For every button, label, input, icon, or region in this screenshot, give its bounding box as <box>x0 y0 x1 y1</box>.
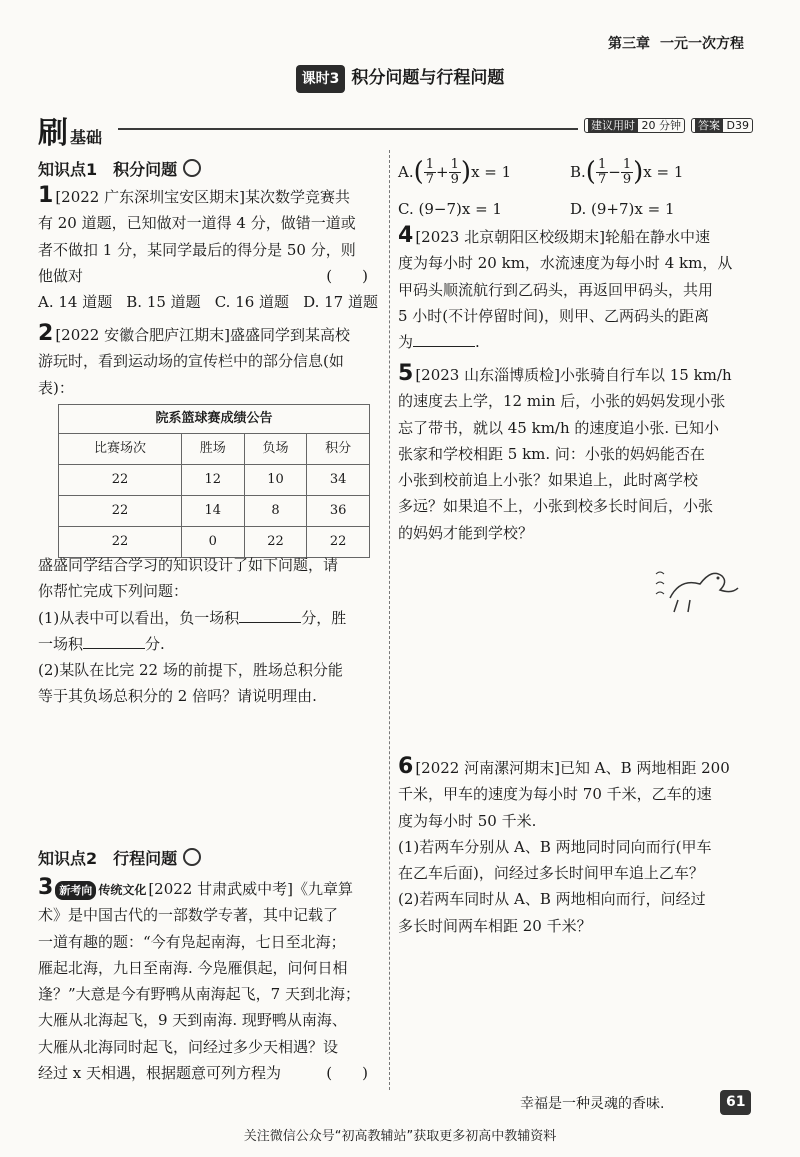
q2-line: 你帮忙完成下列问题： <box>38 582 189 601</box>
q1-number: 1 <box>38 183 54 208</box>
q6-line: 已知 A、B 两地相距 200 <box>559 759 730 777</box>
question-2-tasks <box>38 552 378 710</box>
q3-line: 一道有趣的题：“今有凫起南海，七日至北海； <box>38 932 346 951</box>
table-cell: 22 <box>244 527 307 558</box>
option-b: B.( $\frac{1}{7}$ − $\frac{1}{9}$ )x = 1 <box>570 156 684 188</box>
frac-denominator: 9 <box>450 172 459 188</box>
q2-line: 游玩时，看到运动场的宣传栏中的部分信息(如 <box>38 352 344 371</box>
frac-numerator: 1 <box>425 156 435 172</box>
table-row <box>59 465 370 496</box>
option-label: A. <box>398 162 414 181</box>
question-5 <box>398 362 768 546</box>
lesson-badge: 课时3 <box>296 65 346 94</box>
q3-number: 3 <box>38 875 54 900</box>
lesson-title: 积分问题与行程问题 <box>351 68 505 88</box>
q2-sub2: (2)某队在比完 22 场的前提下，胜场总积分能 <box>38 661 343 679</box>
q3-line: 大雁从北海起飞，9 天到南海. 现野鸭从南海、 <box>38 1011 347 1030</box>
table-header: 比赛场次 <box>59 434 182 465</box>
answer-paren: ( ) <box>326 266 368 285</box>
question-4 <box>398 224 768 355</box>
table-cell: 8 <box>244 496 307 527</box>
q3-line: 术》是中国古代的一部数学专著，其中记载了 <box>38 906 339 925</box>
operator: + <box>436 162 449 181</box>
q5-line: 小张到校前追上小张？如果追上，此时离学校 <box>398 471 699 489</box>
section-rule <box>118 128 578 130</box>
q4-line: 轮船在静水中速 <box>604 228 710 246</box>
chapter-title: 一元一次方程 <box>660 36 744 52</box>
column-divider <box>389 150 390 1090</box>
answer-paren: ( ) <box>326 1063 368 1082</box>
q3-line: 《九章算 <box>292 880 353 898</box>
q2-sub1: 分，胜 <box>301 608 347 627</box>
option-label: B. <box>570 162 586 181</box>
table-header: 负场 <box>244 434 307 465</box>
q2-sub1: 一场积 <box>38 634 84 653</box>
chapter-header <box>598 32 744 57</box>
q4-end: . <box>475 333 480 351</box>
q2-line: 盛盛同学到某高校 <box>229 326 350 344</box>
table-cell: 0 <box>181 527 244 558</box>
q6-number: 6 <box>398 754 414 779</box>
section-heading <box>38 108 102 161</box>
table-cell: 22 <box>59 465 182 496</box>
timing-info <box>584 116 759 135</box>
table-cell: 12 <box>181 465 244 496</box>
q3-options-row-1 <box>398 150 768 196</box>
table-row <box>59 496 370 527</box>
question-1 <box>38 184 378 315</box>
q5-number: 5 <box>398 361 414 386</box>
table-header-row <box>59 434 370 465</box>
q2-sub2: 等于其负场总积分的 2 倍吗？请说明理由. <box>38 687 317 706</box>
q6-line: 千米，甲车的速度为每小时 70 千米，乙车的速 <box>398 785 712 804</box>
table-cell: 22 <box>59 496 182 527</box>
q5-source: [2023 山东淄博质检] <box>415 366 560 384</box>
q1-source: [2022 广东深圳宝安区期末] <box>55 188 245 206</box>
page-number: 61 <box>720 1090 751 1115</box>
q3-source: [2022 甘肃武威中考] <box>148 880 293 898</box>
option-a: A.( $\frac{1}{7}$ + $\frac{1}{9}$ )x = 1 <box>398 156 512 188</box>
option-c: C. 16 道题 <box>214 293 290 311</box>
q5-line: 张家和学校相距 5 km. 问：小张的妈妈能否在 <box>398 444 705 463</box>
section-label: 基础 <box>70 128 103 147</box>
table-cell: 22 <box>307 527 370 558</box>
option-d: D. 17 道题 <box>303 293 378 311</box>
table-cell: 14 <box>181 496 244 527</box>
frac-denominator: 7 <box>597 172 607 188</box>
q4-line: 度为每小时 20 km，水流速度为每小时 4 km，从 <box>398 254 733 273</box>
section-icon-text: 刷 <box>38 116 68 151</box>
q2-line: 盛盛同学结合学习的知识设计了如下问题，请 <box>38 556 339 574</box>
q5-line: 小张骑自行车以 15 km/h <box>559 366 732 384</box>
option-b: B. 15 道题 <box>126 293 201 311</box>
footer-motto: 幸福是一种灵魂的香味. <box>520 1096 665 1112</box>
q1-options <box>38 289 378 315</box>
lesson-title-bar <box>0 64 800 94</box>
option-tail: x = 1 <box>643 162 684 181</box>
chapter-number: 第三章 <box>608 36 650 52</box>
answer-blank[interactable] <box>83 648 145 649</box>
q4-line: 为 <box>398 333 414 351</box>
kp1-label: 知识点1 积分问题 <box>38 160 178 179</box>
score-table <box>58 404 370 558</box>
kp2-label: 知识点2 行程问题 <box>38 849 178 868</box>
q6-source: [2022 河南漯河期末] <box>415 759 560 777</box>
answer-blank[interactable] <box>239 622 301 623</box>
table-caption: 院系篮球赛成绩公告 <box>58 404 370 433</box>
q6-line: 在乙车后面)，问经过多长时间甲车追上乙车？ <box>398 864 704 882</box>
check-icon <box>183 159 201 177</box>
q5-line: 的妈妈才能到学校？ <box>398 523 534 542</box>
q6-line: (1)若两车分别从 A、B 两地同时同向而行(甲车 <box>398 837 712 856</box>
q3-options-row-2 <box>398 196 768 222</box>
suggested-time: 建议用时 20 分钟 <box>584 118 685 133</box>
q1-line: 他做对 <box>38 266 84 285</box>
frac-denominator: 9 <box>622 172 632 188</box>
operator: − <box>608 162 621 181</box>
q5-line: 的速度去上学，12 min 后，小张的妈妈发现小张 <box>398 392 726 411</box>
frac-numerator: 1 <box>450 156 459 172</box>
knowledge-point-2 <box>38 845 201 873</box>
q4-source: [2023 北京朝阳区校级期末] <box>415 228 605 246</box>
option-c: C. (9−7)x = 1 <box>398 199 502 218</box>
q3-line: 大雁从北海同时起飞，问经过多少天相遇？设 <box>38 1037 339 1056</box>
q1-line: 有 20 道题，已知做对一道得 4 分，做错一道或 <box>38 214 356 233</box>
table-cell: 36 <box>307 496 370 527</box>
q4-number: 4 <box>398 223 414 248</box>
table-header: 胜场 <box>181 434 244 465</box>
q1-line: 者不做扣 1 分，某同学最后的得分是 50 分，则 <box>38 240 356 259</box>
table-header: 积分 <box>307 434 370 465</box>
frac-numerator: 1 <box>597 156 607 172</box>
q6-line: 多长时间两车相距 20 千米？ <box>398 916 592 935</box>
answer-ref: 答案 D39 <box>691 118 753 133</box>
question-3-options <box>398 150 768 222</box>
question-3 <box>38 876 378 1086</box>
question-2 <box>38 322 378 401</box>
check-icon <box>183 848 201 866</box>
option-tail: x = 1 <box>471 162 512 181</box>
q2-source: [2022 安徽合肥庐江期末] <box>55 326 230 344</box>
q3-line: 逢？”大意是今有野鸭从南海起飞，7 天到北海； <box>38 985 360 1003</box>
q5-line: 多远？如果追不上，小张到校多长时间后，小张 <box>398 497 714 516</box>
q2-line: 表)： <box>38 378 74 397</box>
bottom-note: 关注微信公众号“初高教辅站”获取更多初高中教辅资料 <box>243 1129 557 1144</box>
q4-line: 甲码头顺流航行到乙码头，再返回甲码头，共用 <box>398 280 714 299</box>
q2-number: 2 <box>38 321 54 346</box>
q1-line: 某次数学竞赛共 <box>244 188 350 206</box>
table-cell: 34 <box>307 465 370 496</box>
q4-line: 5 小时(不计停留时间)，则甲、乙两码头的距离 <box>398 306 710 325</box>
knowledge-point-1 <box>38 156 201 184</box>
table-cell: 22 <box>59 527 182 558</box>
table-cell: 10 <box>244 465 307 496</box>
q6-line: (2)若两车同时从 A、B 两地相向而行，问经过 <box>398 890 706 909</box>
q3-line: 雁起北海，九日至南海. 今凫雁俱起，问何日相 <box>38 958 348 977</box>
new-direction-tag: 新考向 <box>55 881 96 900</box>
option-d: D. (9+7)x = 1 <box>570 199 675 218</box>
q6-line: 度为每小时 50 千米. <box>398 811 537 830</box>
goose-cartoon-icon <box>650 560 745 623</box>
q2-sub1: (1)从表中可以看出，负一场积 <box>38 608 240 627</box>
topic-tag: 传统文化 <box>98 883 147 897</box>
frac-denominator: 7 <box>425 172 435 188</box>
answer-blank[interactable] <box>413 346 475 347</box>
q2-sub1: 分. <box>145 634 165 653</box>
question-6 <box>398 755 768 939</box>
option-a: A. 14 道题 <box>38 293 113 311</box>
q3-line: 经过 x 天相遇，根据题意可列方程为 <box>38 1063 281 1082</box>
frac-numerator: 1 <box>622 156 632 172</box>
q5-line: 忘了带书，就以 45 km/h 的速度追小张. 已知小 <box>398 418 719 437</box>
